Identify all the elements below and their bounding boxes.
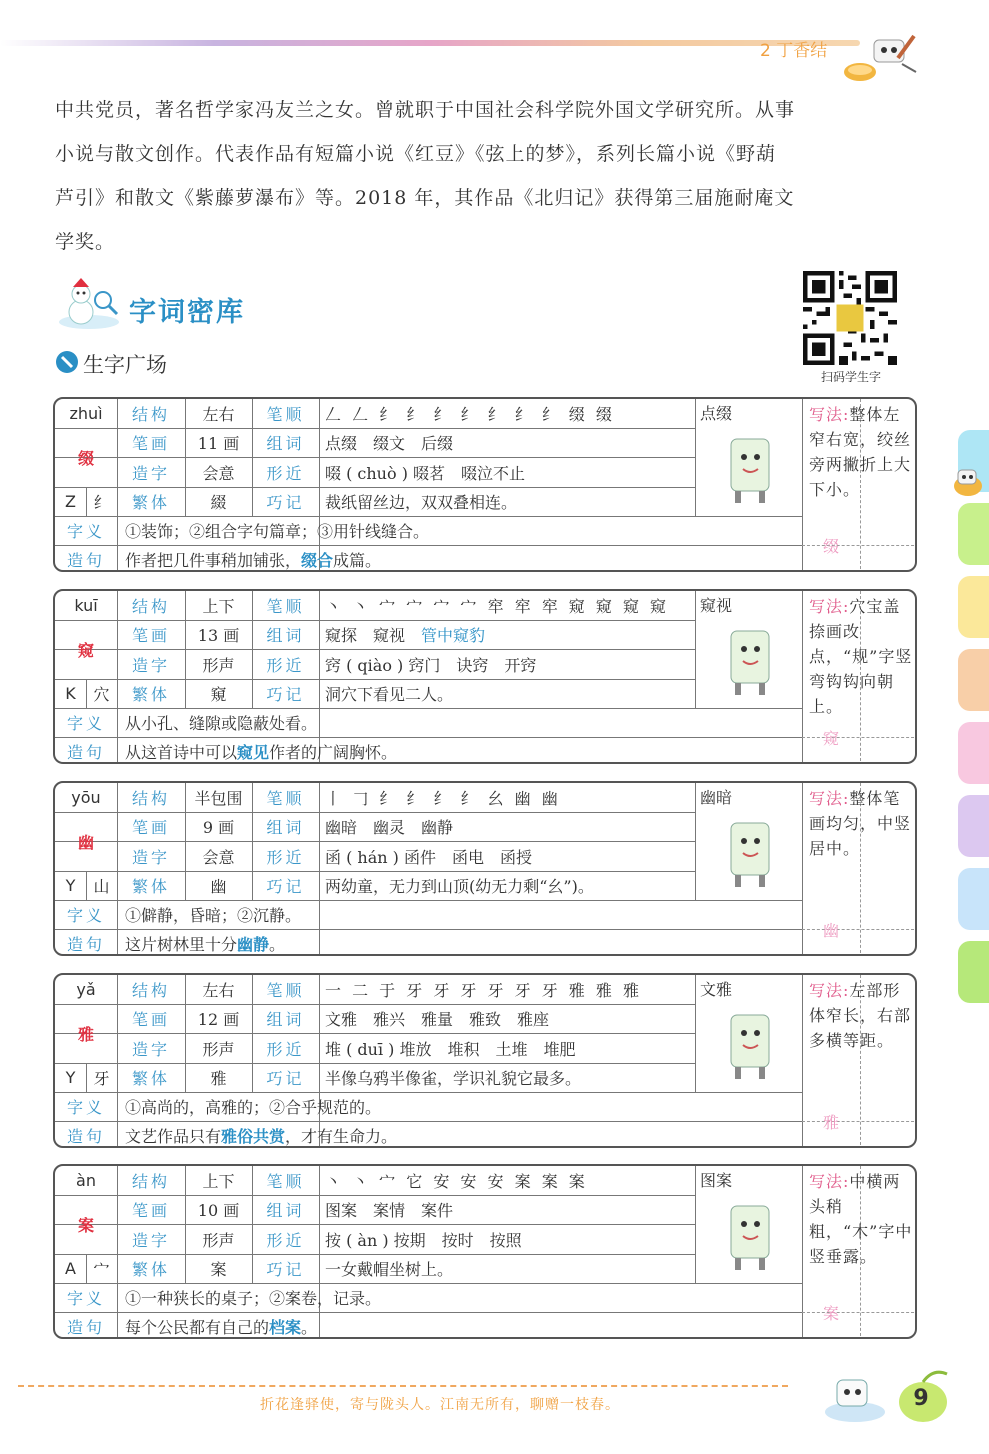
word-list: 文雅 雅兴 雅量 雅致 雅座 [325, 1010, 550, 1029]
intro-line: 小说与散文创作。代表作品有短篇小说《红豆》《弦上的梦》，系列长篇小说《野葫 [55, 143, 777, 165]
value-strokes: 9 画 [202, 818, 235, 838]
sentence-part: 作者把几件事稍加铺张， [125, 551, 302, 570]
label-similar: 形近 [266, 463, 305, 483]
label-order: 笔顺 [266, 405, 305, 424]
character: 雅 [77, 1025, 94, 1044]
label-structure: 结构 [131, 405, 170, 424]
value-formation: 形声 [202, 655, 235, 675]
practice-character: 案 [822, 1303, 839, 1323]
character: 幽 [77, 833, 94, 852]
word-examples [325, 1004, 693, 1033]
similar-chars: 啜 ( chuò ) 啜茗 啜泣不止 [325, 463, 526, 483]
tip-label: 写法: [809, 405, 850, 424]
illustration-word: 点缀 [700, 403, 733, 423]
example-sentence [125, 737, 795, 764]
sentence-part: 作者的广阔胸怀。 [269, 743, 398, 762]
example-sentence [125, 545, 795, 572]
label-formation: 造字 [131, 655, 170, 675]
label-words: 组词 [266, 626, 305, 646]
sentence-part: ，才有生命力。 [285, 1127, 398, 1146]
character-card [53, 589, 917, 764]
word-list: 窥探 窥视 [325, 626, 422, 645]
illustration-word: 图案 [700, 1170, 733, 1190]
label-mnemonic: 巧记 [266, 492, 305, 512]
value-traditional: 雅 [210, 1068, 227, 1088]
writing-tip [809, 594, 915, 716]
sentence-part: 。 [301, 1318, 318, 1337]
character: 窥 [77, 641, 94, 660]
index-letter: Y [65, 876, 76, 895]
word-list: 幽暗 幽灵 幽静 [325, 818, 454, 837]
pinyin: yǎ [76, 980, 96, 999]
mnemonic: 半像乌鸦半像雀，学识礼貌它最多。 [325, 1069, 582, 1088]
value-formation: 会意 [202, 463, 235, 483]
label-structure: 结构 [131, 789, 170, 808]
meaning: ①一种狭长的桌子；②案卷，记录。 [125, 1289, 382, 1308]
pinyin: kuī [74, 596, 98, 615]
stroke-order: 丶 丶 宀 它 安 安 安 案 案 案 [325, 1172, 588, 1191]
word-examples [325, 1195, 693, 1224]
label-structure: 结构 [131, 597, 170, 616]
pencil-circle-icon [55, 350, 79, 374]
radical: 山 [93, 877, 110, 896]
sentence-highlight: 幽静 [237, 935, 270, 954]
label-structure: 结构 [131, 981, 170, 1000]
label-formation: 造字 [131, 847, 170, 867]
mnemonic: 裁纸留丝边，双双叠相连。 [325, 493, 518, 512]
practice-character: 窥 [822, 728, 839, 748]
label-words: 组词 [266, 818, 305, 838]
value-strokes: 11 画 [197, 434, 240, 454]
snowman-icon [55, 278, 125, 330]
subsection-title: 生字广场 [83, 353, 167, 377]
value-structure: 半包围 [194, 789, 243, 808]
tip-label: 写法: [809, 981, 850, 1000]
label-strokes: 笔画 [131, 1201, 170, 1221]
radical: 牙 [93, 1069, 110, 1088]
index-letter: Z [65, 492, 76, 511]
label-sentence: 造句 [66, 551, 105, 570]
similar-chars: 窍 ( qiào ) 窍门 诀窍 开窍 [325, 655, 537, 675]
example-sentence [125, 1312, 795, 1339]
illustration-icon [715, 1196, 785, 1276]
tip-text: 中横两头稍粗，“木”字中竖垂露。 [809, 1172, 913, 1266]
lesson-title: 2 丁香结 [760, 41, 828, 61]
label-order: 笔顺 [266, 597, 305, 616]
meaning: ①高尚的，高雅的；②合乎规范的。 [125, 1098, 382, 1117]
label-words: 组词 [266, 434, 305, 454]
intro-line: 芦引》和散文《紫藤萝瀑布》等。2018 年，其作品《北归记》获得第三届施耐庵文 [55, 187, 795, 209]
illustration-word: 幽暗 [700, 787, 733, 807]
chapter-tab[interactable] [958, 649, 989, 711]
practice-character: 雅 [822, 1112, 839, 1132]
chapter-tab[interactable] [958, 868, 989, 930]
tip-label: 写法: [809, 597, 850, 616]
illustration-word: 文雅 [700, 979, 733, 999]
label-meaning: 字义 [66, 714, 105, 733]
label-formation: 造字 [131, 1230, 170, 1250]
stroke-order: 𠃋 𠃋 纟 纟 纟 纟 纟 纟 纟 缀 缀 [325, 405, 615, 424]
illustration-icon [715, 621, 785, 701]
label-sentence: 造句 [66, 935, 105, 954]
page-number: 9 [913, 1386, 929, 1411]
label-similar: 形近 [266, 655, 305, 675]
value-traditional: 幽 [210, 876, 227, 896]
eraser-mascot-icon [948, 462, 988, 502]
pinyin: yōu [71, 788, 101, 807]
footer-poem: 折花逢驿使，寄与陇头人。江南无所有，聊赠一枝春。 [260, 1397, 620, 1413]
value-structure: 上下 [202, 1172, 235, 1191]
character-card [53, 1164, 917, 1339]
chapter-tab[interactable] [958, 503, 989, 565]
label-traditional: 繁体 [131, 876, 170, 896]
label-meaning: 字义 [66, 1098, 105, 1117]
practice-character: 缀 [822, 536, 839, 556]
pinyin: àn [76, 1171, 96, 1190]
label-mnemonic: 巧记 [266, 1068, 305, 1088]
label-similar: 形近 [266, 1039, 305, 1059]
mnemonic: 洞穴下看见二人。 [325, 685, 454, 704]
sentence-part: 从这首诗中可以 [125, 743, 238, 762]
index-letter: K [65, 684, 76, 703]
mnemonic: 一女戴帽坐树上。 [325, 1260, 454, 1279]
qr-caption: 扫码学生字 [820, 370, 881, 384]
section-title: 字词密库 [129, 297, 245, 328]
word-examples [325, 428, 693, 457]
character-card [53, 973, 917, 1148]
meaning: ①僻静，昏暗；②沉静。 [125, 906, 302, 925]
sentence-part: 每个公民都有自己的 [125, 1318, 270, 1337]
label-traditional: 繁体 [131, 684, 170, 704]
word-examples [325, 620, 693, 649]
label-order: 笔顺 [266, 981, 305, 1000]
sentence-highlight: 窥见 [237, 743, 270, 762]
label-traditional: 繁体 [131, 492, 170, 512]
label-meaning: 字义 [66, 906, 105, 925]
value-strokes: 13 画 [197, 626, 240, 646]
word-list: 点缀 缀文 后缀 [325, 434, 454, 453]
character: 案 [77, 1216, 94, 1235]
writing-tip [809, 978, 915, 1088]
label-order: 笔顺 [266, 789, 305, 808]
similar-chars: 堆 ( duī ) 堆放 堆积 土堆 堆肥 [325, 1039, 576, 1059]
label-structure: 结构 [131, 1172, 170, 1191]
label-meaning: 字义 [66, 522, 105, 541]
label-sentence: 造句 [66, 743, 105, 762]
footer-divider [18, 1385, 788, 1387]
label-sentence: 造句 [66, 1127, 105, 1146]
value-traditional: 窺 [210, 684, 227, 704]
value-formation: 形声 [202, 1039, 235, 1059]
chapter-tab[interactable] [958, 576, 989, 638]
value-strokes: 10 画 [197, 1201, 240, 1221]
sentence-highlight: 雅俗共赏 [221, 1127, 286, 1146]
sentence-highlight: 缀合 [301, 551, 334, 570]
value-structure: 左右 [202, 981, 235, 1000]
illustration-icon [715, 429, 785, 509]
sentence-highlight: 档案 [269, 1318, 302, 1337]
eraser-mascot-icon [815, 1372, 895, 1427]
character-card [53, 781, 917, 956]
intro-line: 学奖。 [55, 231, 116, 253]
header-gradient-line [0, 40, 860, 46]
stroke-order: 一 二 于 牙 牙 牙 牙 牙 牙 雅 雅 雅 [325, 981, 642, 1000]
eraser-mascot-icon [840, 28, 920, 88]
radical: 宀 [93, 1260, 110, 1279]
label-mnemonic: 巧记 [266, 1259, 305, 1279]
sentence-part: 成篇。 [333, 551, 382, 570]
chapter-tab[interactable] [958, 795, 989, 857]
writing-tip [809, 1169, 915, 1279]
writing-tip [809, 786, 915, 896]
word-highlight: 管中窥豹 [421, 626, 486, 645]
similar-chars: 函 ( hán ) 函件 函电 函授 [325, 847, 532, 867]
radical: 穴 [93, 685, 110, 704]
value-structure: 上下 [202, 597, 235, 616]
label-strokes: 笔画 [131, 818, 170, 838]
author-intro [55, 88, 925, 264]
meaning: ①装饰；②组合字句篇章；③用针线缝合。 [125, 522, 430, 541]
label-mnemonic: 巧记 [266, 684, 305, 704]
tip-label: 写法: [809, 789, 850, 808]
label-strokes: 笔画 [131, 1010, 170, 1030]
chapter-tab[interactable] [958, 941, 989, 1003]
stroke-order: 丶 丶 宀 宀 宀 宀 窂 窂 窂 窥 窥 窥 窥 [325, 597, 670, 616]
example-sentence [125, 1121, 795, 1148]
illustration-word: 窥视 [700, 595, 733, 615]
tip-text: 穴宝盖捺画改点，“规”字竖弯钩钩向朝上。 [809, 597, 913, 716]
label-strokes: 笔画 [131, 434, 170, 454]
pinyin: zhuì [69, 404, 103, 423]
value-traditional: 案 [210, 1259, 227, 1279]
radical: 纟 [93, 493, 110, 512]
word-list: 图案 案情 案件 [325, 1201, 454, 1220]
sentence-part: 这片树林里十分 [125, 935, 238, 954]
value-formation: 会意 [202, 847, 235, 867]
label-traditional: 繁体 [131, 1259, 170, 1279]
sentence-part: 。 [269, 935, 286, 954]
label-sentence: 造句 [66, 1318, 105, 1337]
value-traditional: 綴 [210, 492, 227, 512]
mnemonic: 两幼童，无力到山顶(幼无力剩“幺”)。 [325, 877, 594, 896]
writing-tip [809, 402, 915, 512]
tip-text: 整体笔画均匀，中竖居中。 [809, 789, 912, 858]
illustration-icon [715, 1005, 785, 1085]
tip-text: 整体左窄右宽，绞丝旁两撇折上大下小。 [809, 405, 912, 499]
label-similar: 形近 [266, 847, 305, 867]
label-order: 笔顺 [266, 1172, 305, 1191]
stroke-order: 丨 𠃌 纟 纟 纟 纟 幺 幽 幽 [325, 789, 561, 808]
value-structure: 左右 [202, 405, 235, 424]
label-similar: 形近 [266, 1230, 305, 1250]
character: 缀 [77, 449, 94, 468]
value-strokes: 12 画 [197, 1010, 240, 1030]
label-words: 组词 [266, 1201, 305, 1221]
section-header [55, 278, 355, 338]
intro-line: 中共党员，著名哲学家冯友兰之女。曾就职于中国社会科学院外国文学研究所。从事 [55, 99, 796, 121]
tip-label: 写法: [809, 1172, 850, 1191]
label-strokes: 笔画 [131, 626, 170, 646]
chapter-tabs [958, 430, 989, 1014]
label-formation: 造字 [131, 463, 170, 483]
label-words: 组词 [266, 1010, 305, 1030]
similar-chars: 按 ( àn ) 按期 按时 按照 [325, 1230, 522, 1250]
label-mnemonic: 巧记 [266, 876, 305, 896]
label-formation: 造字 [131, 1039, 170, 1059]
index-letter: Y [65, 1068, 76, 1087]
character-card [53, 397, 917, 572]
sentence-part: 文艺作品只有 [125, 1127, 222, 1146]
practice-character: 幽 [822, 920, 839, 940]
example-sentence [125, 929, 795, 956]
qr-code-icon[interactable] [803, 271, 897, 365]
meaning: 从小孔、缝隙或隐蔽处看。 [125, 714, 318, 733]
index-letter: A [65, 1259, 76, 1278]
illustration-icon [715, 813, 785, 893]
value-formation: 形声 [202, 1230, 235, 1250]
chapter-tab[interactable] [958, 722, 989, 784]
label-meaning: 字义 [66, 1289, 105, 1308]
tip-text: 左部形体窄长，右部多横等距。 [809, 981, 912, 1050]
word-examples [325, 812, 693, 841]
label-traditional: 繁体 [131, 1068, 170, 1088]
